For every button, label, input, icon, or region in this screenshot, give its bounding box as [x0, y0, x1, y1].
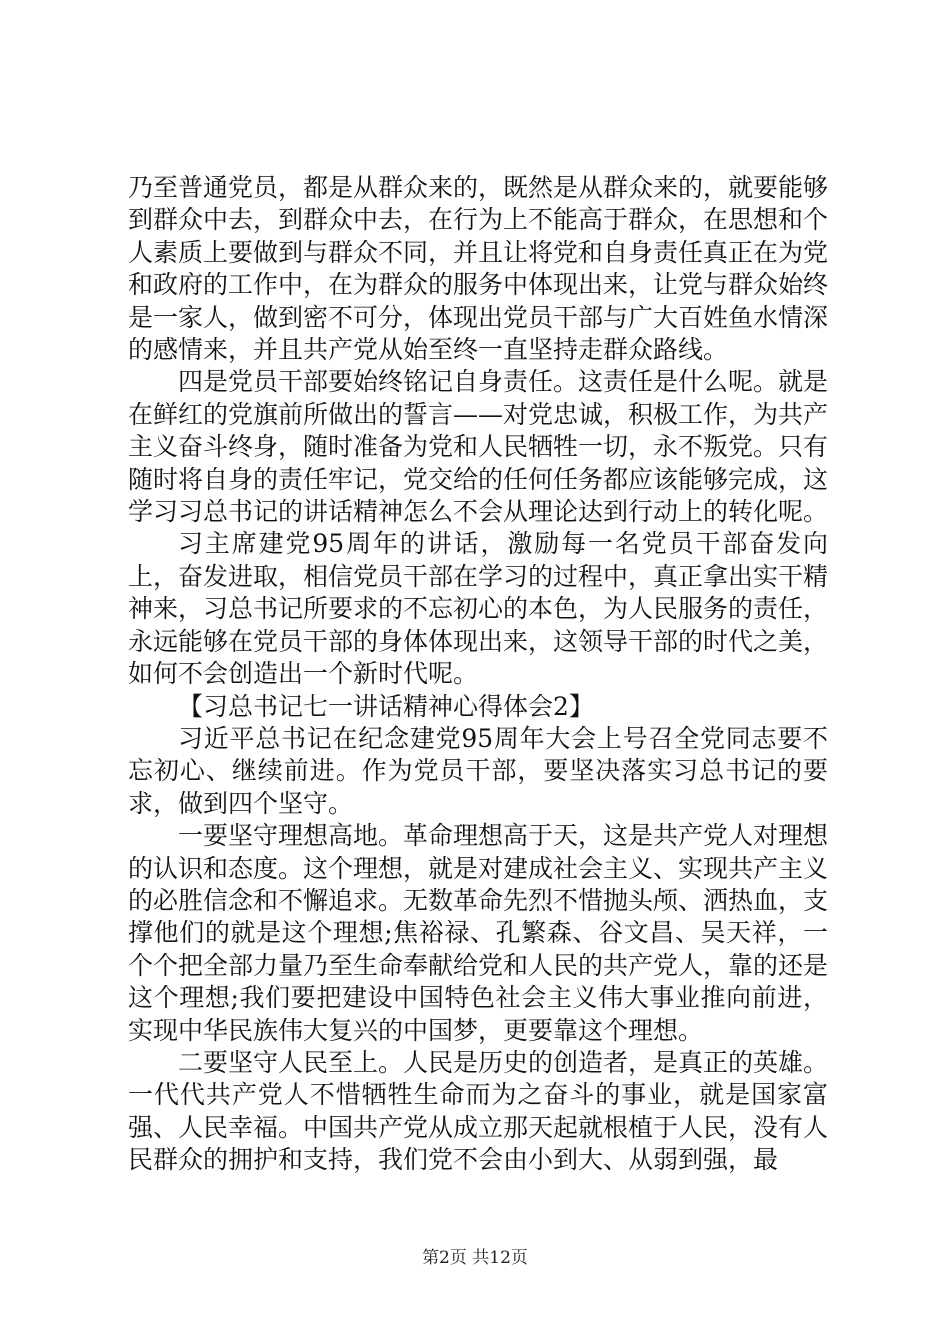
paragraph-4: 习近平总书记在纪念建党95周年大会上号召全党同志要不忘初心、继续前进。作为党员干部，要坚决落实习总书记的要求，做到四个坚守。: [128, 723, 828, 818]
paragraph-6: 二要坚守人民至上。人民是历史的创造者，是真正的英雄。一代代共产党人不惜牺牲生命而为之奋斗的事业，就是国家富强、人民幸福。中国共产党从成立那天起就根植于人民，没有人民群众的拥护和支持，我们党不会由小到大、从弱到强，最: [128, 1047, 829, 1175]
page-footer: 第2页 共12页: [422, 1248, 528, 1268]
document-body: [128, 172, 828, 1177]
paragraph-2: 四是党员干部要始终铭记自身责任。这责任是什么呢。就是在鲜红的党旗前所做出的誓言——对党忠诚，积极工作，为共产主义奋斗终身，随时准备为党和人民牺牲一切，永不叛党。只有随时将自身的责任牢记，党交给的任何任务都应该能够完成，这学习习总书记的讲话精神怎么不会从理论达到行动上的转化呢。: [128, 367, 829, 527]
paragraph-1: 乃至普通党员，都是从群众来的，既然是从群众来的，就要能够到群众中去，到群众中去，在行为上不能高于群众，在思想和个人素质上要做到与群众不同，并且让将党和自身责任真正在为党和政府的工作中，在为群众的服务中体现出来，让党与群众始终是一家人，做到密不可分，体现出党员干部与广大百姓鱼水情深的感情来，并且共产党从始至终一直坚持走群众路线。: [128, 173, 829, 365]
paragraph-3: 习主席建党95周年的讲话，激励每一名党员干部奋发向上，奋发进取，相信党员干部在学习的过程中，真正拿出实干精神来，习总书记所要求的不忘初心的本色，为人民服务的责任，永远能够在党员干部的身体体现出来，这领导干部的时代之美，如何不会创造出一个新时代呢。: [128, 529, 829, 689]
paragraph-5: 一要坚守理想高地。革命理想高于天，这是共产党人对理想的认识和态度。这个理想，就是对建成社会主义、实现共产主义的必胜信念和不懈追求。无数革命先烈不惜抛头颅、洒热血，支撑他们的就是这个理想;焦裕禄、孔繁森、谷文昌、吴天祥，一个个把全部力量乃至生命奉献给党和人民的共产党人，靠的还是这个理想;我们要把建设中国特色社会主义伟大事业推向前进，实现中华民族伟大复兴的中国梦，更要靠这个理想。: [128, 821, 829, 1045]
section-heading: 【习总书记七一讲话精神心得体会2】: [178, 691, 594, 721]
